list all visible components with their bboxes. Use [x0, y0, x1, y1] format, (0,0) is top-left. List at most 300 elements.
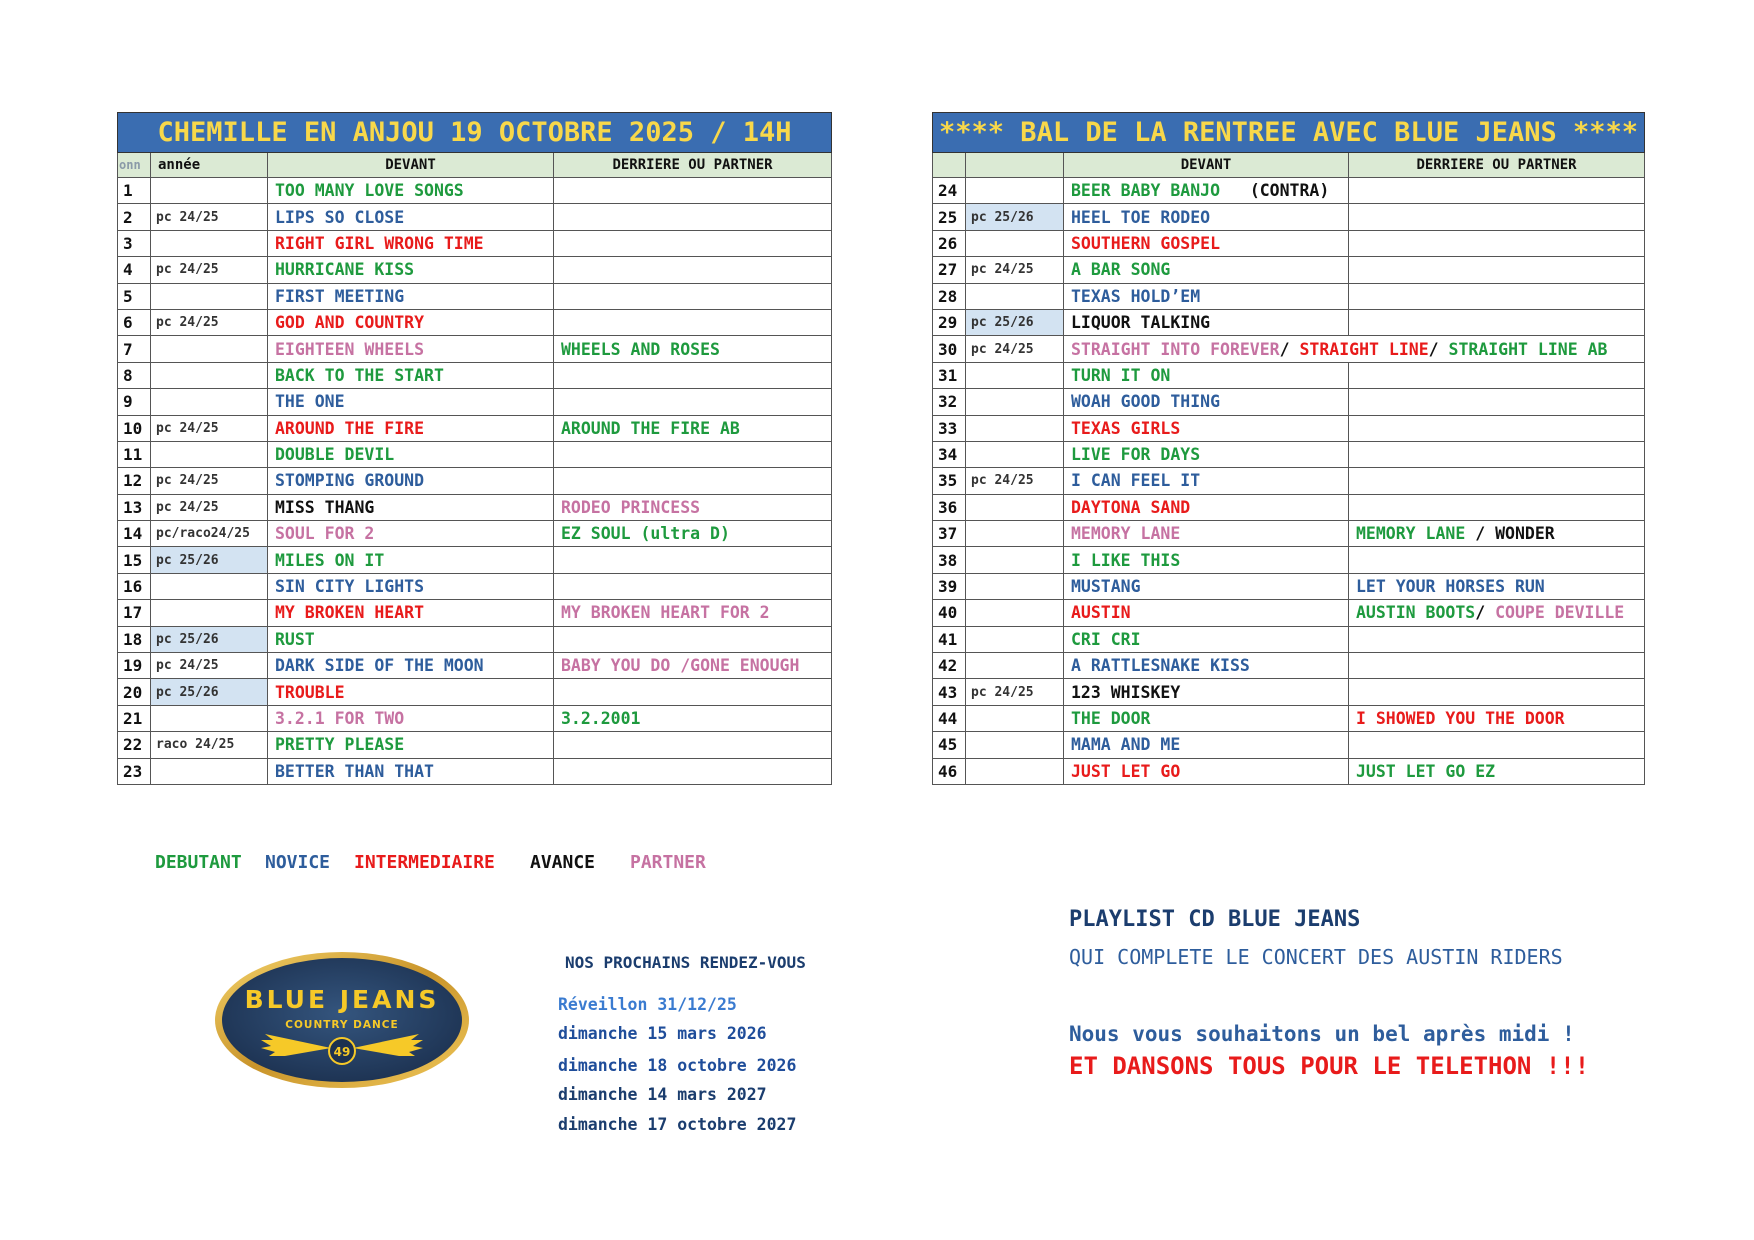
row-year	[966, 653, 1064, 679]
row-back	[1349, 309, 1645, 335]
row-number: 14	[118, 521, 151, 547]
row-back	[1349, 521, 1645, 547]
header-back: DERRIERE OU PARTNER	[554, 153, 832, 178]
dance-title: THE DOOR	[1071, 709, 1151, 728]
row-back	[1349, 679, 1645, 705]
header-front: DEVANT	[268, 153, 554, 178]
row-year: pc 24/25	[966, 257, 1064, 283]
row-front	[268, 758, 554, 784]
dance-row	[933, 389, 1645, 415]
dance-title: RUST	[275, 629, 315, 649]
row-year	[966, 494, 1064, 520]
logo-subtitle: COUNTRY DANCE	[285, 1019, 399, 1031]
dance-row	[118, 257, 832, 283]
dance-title: MEMORY LANE	[1071, 524, 1181, 544]
row-year	[966, 178, 1064, 204]
row-year: pc 25/26	[151, 547, 268, 573]
row-back	[554, 494, 832, 520]
row-number: 5	[118, 283, 151, 309]
dance-row	[933, 230, 1645, 256]
row-number: 42	[933, 653, 966, 679]
blue-jeans-logo	[213, 950, 471, 1090]
row-year: pc 24/25	[151, 309, 268, 335]
row-front	[268, 626, 554, 652]
header-front: DEVANT	[1064, 153, 1349, 178]
row-year	[151, 230, 268, 256]
row-year	[966, 415, 1064, 441]
row-number: 7	[118, 336, 151, 362]
row-year	[966, 758, 1064, 784]
dance-row	[118, 389, 832, 415]
dance-title: GOD AND COUNTRY	[275, 313, 425, 333]
row-number: 12	[118, 468, 151, 494]
dance-title: 123 WHISKEY	[1071, 682, 1181, 702]
dance-title: MY BROKEN HEART FOR 2	[561, 603, 770, 623]
dance-row	[118, 679, 832, 705]
row-front	[268, 441, 554, 467]
dance-title: 3.2.1 FOR TWO	[275, 709, 405, 728]
row-back	[1349, 415, 1645, 441]
row-year	[151, 600, 268, 626]
legend-debutant: DEBUTANT	[155, 852, 242, 873]
dance-row	[933, 547, 1645, 573]
dance-title: CRI CRI	[1071, 629, 1141, 649]
dance-title: A RATTLESNAKE KISS	[1071, 656, 1250, 676]
row-back	[554, 230, 832, 256]
right-dance-table	[932, 112, 1645, 785]
dance-title: (CONTRA)	[1220, 181, 1330, 201]
row-back	[554, 573, 832, 599]
dance-title: LIPS SO CLOSE	[275, 207, 405, 227]
row-back	[1349, 626, 1645, 652]
dance-row	[933, 468, 1645, 494]
dance-title: SIN CITY LIGHTS	[275, 577, 425, 597]
row-back	[1349, 732, 1645, 758]
dance-row	[933, 494, 1645, 520]
dance-title: PRETTY PLEASE	[275, 735, 405, 755]
row-year	[966, 626, 1064, 652]
row-back	[554, 441, 832, 467]
dance-row	[933, 415, 1645, 441]
row-year	[151, 441, 268, 467]
row-number: 18	[118, 626, 151, 652]
row-front	[268, 389, 554, 415]
row-front	[268, 362, 554, 388]
dance-title: HEEL TOE RODEO	[1071, 207, 1211, 227]
row-number: 33	[933, 415, 966, 441]
dance-title: MUSTANG	[1071, 577, 1141, 597]
dance-title: STOMPING GROUND	[275, 471, 425, 491]
row-front	[268, 653, 554, 679]
row-front	[268, 494, 554, 520]
dance-row	[118, 521, 832, 547]
row-back	[1349, 758, 1645, 784]
row-year	[151, 758, 268, 784]
row-back	[1349, 178, 1645, 204]
dance-row	[933, 178, 1645, 204]
row-number: 35	[933, 468, 966, 494]
dance-row	[118, 653, 832, 679]
row-number: 30	[933, 336, 966, 362]
dance-title: MY BROKEN HEART	[275, 603, 425, 623]
row-year	[966, 389, 1064, 415]
row-front	[1064, 257, 1349, 283]
row-back	[1349, 494, 1645, 520]
dance-row	[933, 732, 1645, 758]
row-front	[268, 705, 554, 731]
logo-title: BLUE JEANS	[244, 985, 440, 1014]
row-back	[1349, 653, 1645, 679]
dance-title: RODEO PRINCESS	[561, 497, 701, 517]
row-back	[1349, 705, 1645, 731]
row-back	[554, 705, 832, 731]
row-number: 31	[933, 362, 966, 388]
legend-intermediaire: INTERMEDIAIRE	[354, 852, 495, 873]
row-front	[1064, 283, 1349, 309]
row-number: 10	[118, 415, 151, 441]
row-front	[268, 679, 554, 705]
row-year: pc 24/25	[151, 468, 268, 494]
right-table-title: **** BAL DE LA RENTREE AVEC BLUE JEANS ****	[933, 113, 1645, 153]
row-year	[966, 732, 1064, 758]
row-back	[554, 283, 832, 309]
dance-title: BETTER THAN THAT	[275, 761, 434, 781]
row-front	[268, 336, 554, 362]
dance-title: I SHOWED YOU THE DOOR	[1356, 709, 1565, 728]
dance-row	[118, 600, 832, 626]
dance-row	[118, 309, 832, 335]
dance-title: BEER BABY BANJO	[1071, 181, 1221, 201]
row-front	[1064, 679, 1349, 705]
row-front	[268, 547, 554, 573]
row-back	[554, 626, 832, 652]
row-year	[966, 600, 1064, 626]
row-number: 39	[933, 573, 966, 599]
row-front	[1064, 309, 1349, 335]
row-front	[268, 230, 554, 256]
row-back	[554, 178, 832, 204]
dance-title: WHEELS AND ROSES	[561, 339, 720, 359]
row-number: 26	[933, 230, 966, 256]
dance-title: /	[1279, 339, 1300, 359]
row-year: pc 25/26	[151, 679, 268, 705]
header-number: onn	[118, 153, 151, 178]
dance-title: FIRST MEETING	[275, 286, 405, 306]
dance-title: / WONDER	[1465, 524, 1555, 544]
dance-row	[118, 415, 832, 441]
row-front	[268, 415, 554, 441]
dance-title: HURRICANE KISS	[275, 260, 415, 280]
dance-title: MAMA AND ME	[1071, 735, 1181, 755]
row-number: 29	[933, 309, 966, 335]
row-year	[966, 362, 1064, 388]
event-item: dimanche 14 mars 2027	[558, 1085, 767, 1104]
row-front-wide	[1064, 336, 1645, 362]
dance-row	[118, 573, 832, 599]
dance-row	[933, 362, 1645, 388]
row-number: 41	[933, 626, 966, 652]
row-front	[1064, 415, 1349, 441]
row-front	[1064, 204, 1349, 230]
row-year: pc 24/25	[966, 336, 1064, 362]
row-year	[151, 705, 268, 731]
row-back	[1349, 547, 1645, 573]
dance-title: JUST LET GO	[1071, 761, 1181, 781]
dance-row	[933, 758, 1645, 784]
row-number: 9	[118, 389, 151, 415]
row-back	[1349, 230, 1645, 256]
row-number: 21	[118, 705, 151, 731]
row-front	[268, 468, 554, 494]
row-number: 8	[118, 362, 151, 388]
row-number: 3	[118, 230, 151, 256]
row-year: pc 24/25	[966, 468, 1064, 494]
row-front	[268, 600, 554, 626]
dance-title: MISS THANG	[275, 497, 375, 517]
row-front	[268, 521, 554, 547]
row-year	[966, 283, 1064, 309]
row-number: 6	[118, 309, 151, 335]
row-back	[554, 415, 832, 441]
row-year	[151, 336, 268, 362]
legend-novice: NOVICE	[265, 852, 331, 873]
left-dance-table	[117, 112, 832, 785]
event-item: dimanche 15 mars 2026	[558, 1024, 767, 1043]
dance-row	[118, 758, 832, 784]
row-front	[1064, 362, 1349, 388]
row-front	[268, 257, 554, 283]
row-number: 27	[933, 257, 966, 283]
row-front	[268, 732, 554, 758]
events-heading: NOS PROCHAINS RENDEZ-VOUS	[565, 953, 806, 972]
row-number: 15	[118, 547, 151, 573]
row-number: 40	[933, 600, 966, 626]
dance-title: A BAR SONG	[1071, 260, 1171, 280]
dance-title: SOUL FOR 2	[275, 524, 375, 544]
row-back	[1349, 441, 1645, 467]
row-number: 43	[933, 679, 966, 705]
row-front	[1064, 573, 1349, 599]
dance-title: I CAN FEEL IT	[1071, 471, 1201, 491]
dance-title: TEXAS GIRLS	[1071, 418, 1181, 438]
row-back	[554, 257, 832, 283]
right-table-title-row	[933, 113, 1645, 153]
dance-title: DARK SIDE OF THE MOON	[275, 656, 484, 676]
header-year	[966, 153, 1064, 178]
dance-title: DOUBLE DEVIL	[275, 445, 395, 465]
row-back	[1349, 204, 1645, 230]
row-year: pc 24/25	[966, 679, 1064, 705]
row-front	[268, 204, 554, 230]
dance-title: 3.2.2001	[561, 709, 641, 728]
row-back	[554, 600, 832, 626]
row-front	[268, 283, 554, 309]
row-number: 23	[118, 758, 151, 784]
dance-row	[933, 573, 1645, 599]
row-back	[554, 362, 832, 388]
dance-row	[933, 600, 1645, 626]
row-number: 2	[118, 204, 151, 230]
row-year: raco 24/25	[151, 732, 268, 758]
row-year	[966, 521, 1064, 547]
row-back	[554, 679, 832, 705]
dance-row	[933, 204, 1645, 230]
left-table-title-row	[118, 113, 832, 153]
right-table-header-row	[933, 153, 1645, 178]
row-number: 46	[933, 758, 966, 784]
dance-title: SOUTHERN GOSPEL	[1071, 233, 1221, 253]
dance-title: WOAH GOOD THING	[1071, 392, 1221, 412]
row-front	[268, 178, 554, 204]
row-year	[966, 441, 1064, 467]
row-number: 13	[118, 494, 151, 520]
row-number: 22	[118, 732, 151, 758]
row-back	[554, 653, 832, 679]
row-back	[554, 389, 832, 415]
dance-row	[118, 204, 832, 230]
row-year	[151, 573, 268, 599]
row-year	[966, 230, 1064, 256]
playlist-subtitle: QUI COMPLETE LE CONCERT DES AUSTIN RIDERS	[1069, 945, 1563, 969]
row-year: pc 24/25	[151, 494, 268, 520]
legend-partner: PARTNER	[630, 852, 706, 873]
header-number	[933, 153, 966, 178]
dance-title: AROUND THE FIRE AB	[561, 418, 740, 438]
row-year	[151, 389, 268, 415]
legend-avance: AVANCE	[530, 852, 596, 873]
row-year	[966, 705, 1064, 731]
row-back	[554, 521, 832, 547]
dance-row	[933, 257, 1645, 283]
dance-title: BABY YOU DO /GONE ENOUGH	[561, 656, 800, 676]
dance-title: LIQUOR TALKING	[1071, 313, 1211, 333]
dance-title: MEMORY LANE	[1356, 524, 1466, 544]
row-front	[268, 309, 554, 335]
dance-row	[118, 283, 832, 309]
row-year: pc 24/25	[151, 204, 268, 230]
row-year	[966, 573, 1064, 599]
event-item: dimanche 17 octobre 2027	[558, 1115, 797, 1134]
dance-title: TEXAS HOLD’EM	[1071, 286, 1201, 306]
dance-title: BACK TO THE START	[275, 365, 444, 385]
row-back	[1349, 600, 1645, 626]
dance-title: TURN IT ON	[1071, 365, 1171, 385]
row-front	[1064, 441, 1349, 467]
dance-title: /	[1428, 339, 1449, 359]
event-item: dimanche 18 octobre 2026	[558, 1056, 797, 1075]
dance-row	[118, 468, 832, 494]
dance-row	[933, 626, 1645, 652]
dance-row	[933, 653, 1645, 679]
row-back	[1349, 389, 1645, 415]
dance-title: AROUND THE FIRE	[275, 418, 425, 438]
row-number: 25	[933, 204, 966, 230]
row-front	[1064, 468, 1349, 494]
row-number: 20	[118, 679, 151, 705]
row-number: 37	[933, 521, 966, 547]
dance-title: RIGHT GIRL WRONG TIME	[275, 233, 484, 253]
row-front	[1064, 653, 1349, 679]
welcome-message: Nous vous souhaitons un bel après midi !	[1069, 1022, 1575, 1046]
playlist-title: PLAYLIST CD BLUE JEANS	[1069, 907, 1361, 932]
dance-row	[933, 705, 1645, 731]
dance-title: TOO MANY LOVE SONGS	[275, 181, 464, 201]
row-front	[1064, 230, 1349, 256]
dance-row	[118, 705, 832, 731]
row-back	[1349, 573, 1645, 599]
row-year: pc 25/26	[966, 204, 1064, 230]
row-front	[1064, 626, 1349, 652]
telethon-message: ET DANSONS TOUS POUR LE TELETHON !!!	[1069, 1052, 1590, 1080]
row-front	[1064, 600, 1349, 626]
dance-row	[933, 283, 1645, 309]
dance-title: I LIKE THIS	[1071, 550, 1181, 570]
row-year	[151, 362, 268, 388]
left-table-title: CHEMILLE EN ANJOU 19 OCTOBRE 2025 / 14H	[118, 113, 832, 153]
row-front	[1064, 547, 1349, 573]
row-front	[1064, 521, 1349, 547]
dance-row	[118, 441, 832, 467]
row-number: 44	[933, 705, 966, 731]
row-back	[554, 309, 832, 335]
row-back	[1349, 362, 1645, 388]
dance-title: COUPE DEVILLE	[1495, 603, 1625, 623]
row-year: pc 25/26	[151, 626, 268, 652]
event-item: Réveillon 31/12/25	[558, 995, 737, 1014]
dance-title: EIGHTEEN WHEELS	[275, 339, 425, 359]
row-front	[268, 573, 554, 599]
dance-title: EZ SOUL (ultra D)	[561, 524, 730, 544]
dance-row	[118, 230, 832, 256]
dance-title: STRAIGHT LINE	[1299, 339, 1429, 359]
dance-title: AUSTIN	[1071, 603, 1131, 623]
row-number: 45	[933, 732, 966, 758]
row-back	[1349, 257, 1645, 283]
row-year	[151, 178, 268, 204]
row-front	[1064, 732, 1349, 758]
row-number: 11	[118, 441, 151, 467]
row-year: pc 25/26	[966, 309, 1064, 335]
dance-row	[118, 336, 832, 362]
dance-row	[118, 362, 832, 388]
row-year	[151, 283, 268, 309]
dance-title: THE ONE	[275, 392, 345, 412]
row-back	[1349, 468, 1645, 494]
row-back	[554, 732, 832, 758]
row-back	[554, 547, 832, 573]
dance-title: JUST LET GO EZ	[1356, 761, 1496, 781]
row-number: 1	[118, 178, 151, 204]
dance-row	[933, 521, 1645, 547]
row-number: 4	[118, 257, 151, 283]
row-year	[966, 547, 1064, 573]
dance-title: AUSTIN BOOTS	[1356, 603, 1476, 623]
dance-title: LET YOUR HORSES RUN	[1356, 577, 1545, 597]
row-number: 38	[933, 547, 966, 573]
row-back	[554, 204, 832, 230]
row-number: 34	[933, 441, 966, 467]
row-number: 28	[933, 283, 966, 309]
row-number: 36	[933, 494, 966, 520]
dance-row	[933, 309, 1645, 335]
dance-title: TROUBLE	[275, 682, 345, 702]
row-number: 16	[118, 573, 151, 599]
dance-row	[118, 626, 832, 652]
dance-row	[933, 441, 1645, 467]
dance-title: DAYTONA SAND	[1071, 497, 1191, 517]
row-front	[1064, 705, 1349, 731]
dance-title: /	[1475, 603, 1496, 623]
